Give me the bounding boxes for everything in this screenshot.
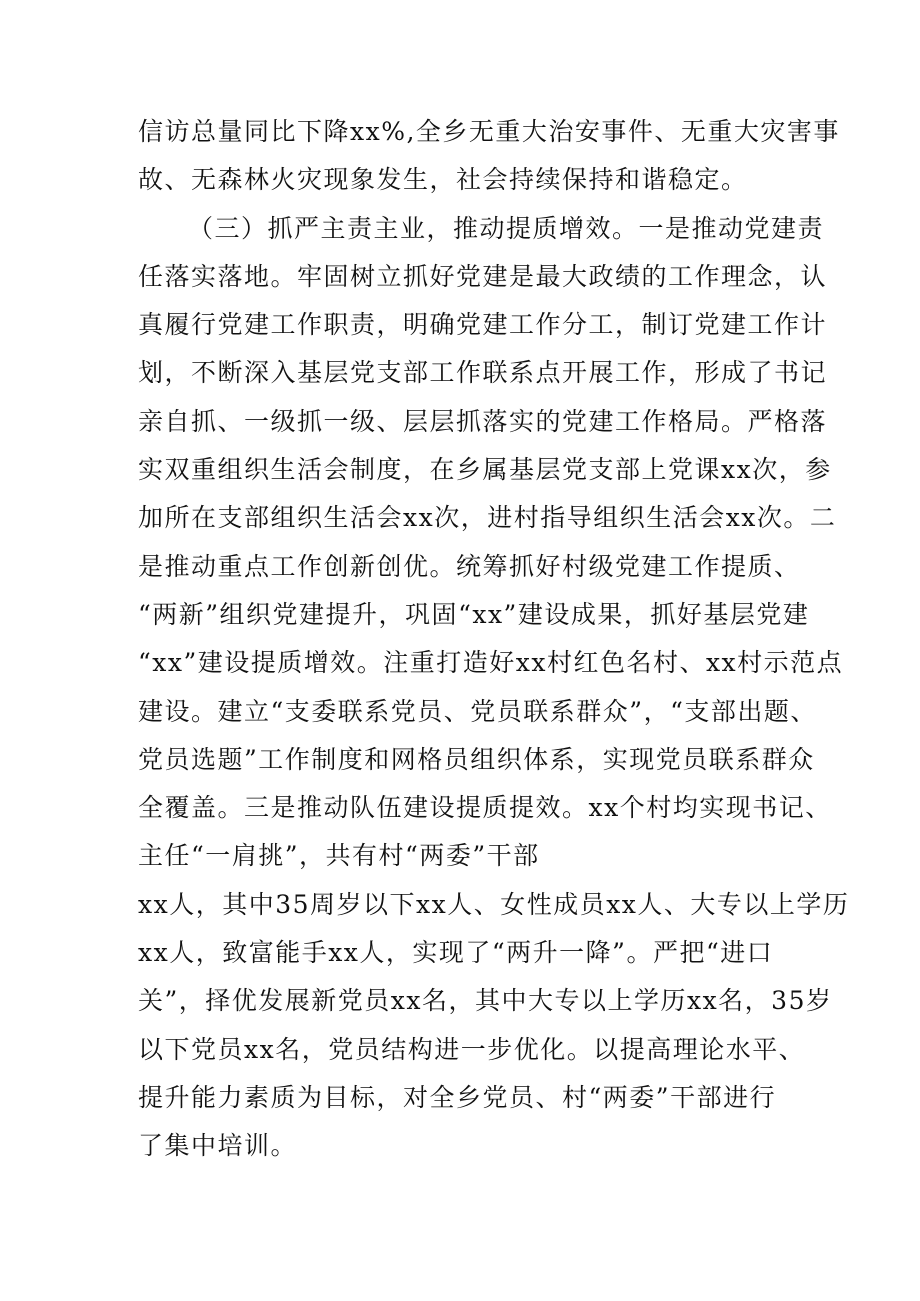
text-line: 实双重组织生活会制度，在乡属基层党支部上党课xx次，参 — [138, 455, 832, 485]
text-line: 建设。建立“支委联系党员、党员联系群众”，“支部出题、 — [138, 696, 817, 726]
text-line: 提升能力素质为目标，对全乡党员、村“两委”干部进行 — [138, 1082, 777, 1112]
text-line: 是推动重点工作创新创优。统筹抓好村级党建工作提质、 — [138, 551, 801, 581]
text-line: 任落实落地。牢固树立抓好党建是最大政绩的工作理念，认 — [138, 261, 828, 291]
text-line: 全覆盖。三是推动队伍建设提质提效。xx个村均实现书记、 — [138, 793, 832, 823]
text-line: 故、无森林火灾现象发生，社会持续保持和谐稳定。 — [138, 165, 748, 195]
text-line: 主任“一肩挑”，共有村“两委”干部 — [138, 841, 540, 871]
text-line: 划，不断深入基层党支部工作联系点开展工作，形成了书记 — [138, 358, 828, 388]
text-line: 加所在支部组织生活会xx次，进村指导组织生活会xx次。二 — [138, 503, 837, 533]
text-line: xx人，致富能手xx人，实现了“两升一降”。严把“进口 — [138, 938, 774, 968]
text-line: “两新”组织党建提升，巩固“xx”建设成果，抓好基层党建 — [138, 599, 810, 629]
text-line: “xx”建设提质增效。注重打造好xx村红色名村、xx村示范点 — [138, 648, 844, 678]
text-line: 真履行党建工作职责，明确党建工作分工，制订党建工作计 — [138, 310, 828, 340]
text-line: 党员选题”工作制度和网格员组织体系，实现党员联系群众 — [138, 744, 815, 774]
text-line: 亲自抓、一级抓一级、层层抓落实的党建工作格局。严格落 — [138, 406, 828, 436]
text-line: （三）抓严主责主业，推动提质增效。一是推动党建责 — [188, 213, 825, 243]
text-line: 以下党员xx名，党员结构进一步优化。以提高理论水平、 — [138, 1034, 806, 1064]
text-line: 信访总量同比下降xx%,全乡无重大治安事件、无重大灾害事 — [138, 117, 840, 146]
text-line: 关”，择优发展新党员xx名，其中大专以上学历xx名，35岁 — [138, 986, 833, 1016]
document-body — [138, 108, 850, 1171]
text-line: xx人，其中35周岁以下xx人、女性成员xx人、大专以上学历 — [138, 889, 850, 919]
text-line: 了集中培训。 — [138, 1131, 298, 1161]
